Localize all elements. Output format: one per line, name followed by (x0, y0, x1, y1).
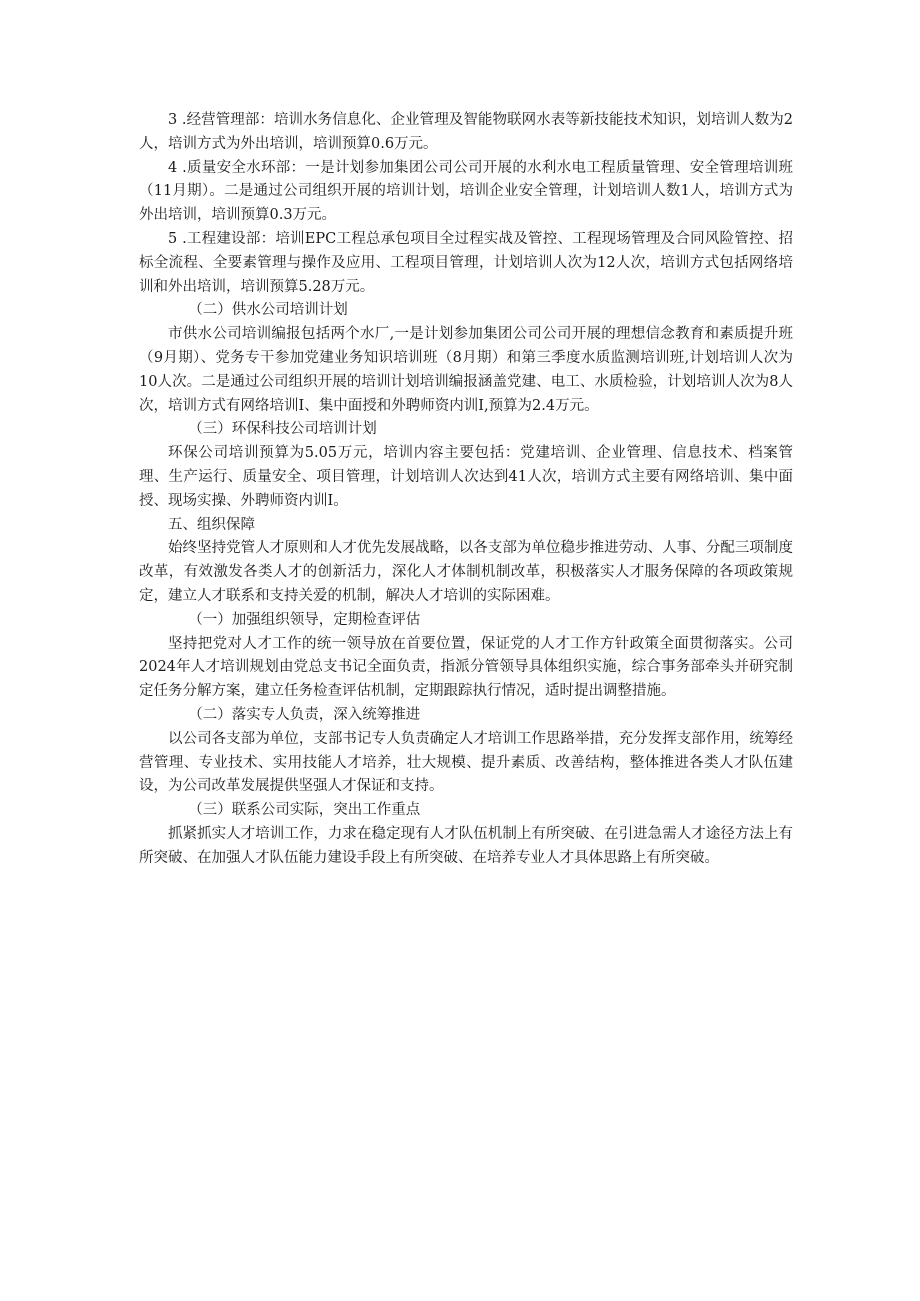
heading-responsibility: （二）落实专人负责，深入统筹推进 (188, 706, 421, 723)
heading-env-tech-plan: （三）环保科技公司培训计划 (188, 421, 377, 438)
heading-leadership: （一）加强组织领导，定期检查评估 (188, 611, 421, 628)
paragraph-engineering-dept: 5 .工程建设部：培训EPC工程总承包项目全过程实战及管控、工程现场管理及合同风险管控、招标全流程、全要素管理与操作及应用、工程项目管理，计划培训人次为12人次，培训方式包括网络培训和外出培训，培训预算5.28万元。 (139, 230, 793, 295)
paragraph-operations-dept: 3 .经营管理部：培训水务信息化、企业管理及智能物联网水表等新技能技术知识，划培训人数为2人，培训方式为外出培训，培训预算0.6万元。 (139, 112, 793, 152)
paragraph-water-supply-plan: 市供水公司培训编报包括两个水厂,一是计划参加集团公司公司开展的理想信念教育和素质提升班（9月期）、党务专干参加党建业务知识培训班（8月期）和第三季度水质监测培训班,计划培训人次为10人次。二是通过公司组织开展的培训计划培训编报涵盖党建、电工、水质检验，计划培训人次为8人次，培训方式有网络培训I、集中面授和外聘师资内训I,预算为2.4万元。 (139, 326, 793, 414)
section-title-organization: 五、组织保障 (168, 516, 255, 533)
paragraph-responsibility: 以公司各支部为单位，支部书记专人负责确定人才培训工作思路举措，充分发挥支部作用，统筹经营管理、专业技术、实用技能人才培养，壮大规模、提升素质、改善结构，整体推进各类人才队伍建设，为公司改革发展提供坚强人才保证和支持。 (139, 730, 793, 795)
paragraph-leadership: 坚持把党对人才工作的统一领导放在首要位置，保证党的人才工作方针政策全面贯彻落实。公司2024年人才培训规划由党总支书记全面负责，指派分管领导具体组织实施，综合事务部牵头并研究制定任务分解方案，建立任务检查评估机制，定期跟踪执行情况，适时提出调整措施。 (139, 635, 793, 700)
paragraph-focus: 抓紧抓实人才培训工作，力求在稳定现有人才队伍机制上有所突破、在引进急需人才途径方法上有所突破、在加强人才队伍能力建设手段上有所突破、在培养专业人才具体思路上有所突破。 (139, 825, 793, 866)
heading-water-supply-plan: （二）供水公司培训计划 (188, 302, 348, 319)
document-body (139, 109, 793, 871)
paragraph-organization-intro: 始终坚持党管人才原则和人才优先发展战略，以各支部为单位稳步推进劳动、人事、分配三项制度改革，有效激发各类人才的创新活力，深化人才体制机制改革，积极落实人才服务保障的各项政策规定，建立人才联系和支持关爱的机制，解决人才培训的实际困难。 (139, 540, 793, 604)
paragraph-quality-safety-dept: 4 .质量安全水环部：一是计划参加集团公司公司开展的水利水电工程质量管理、安全管理培训班（11月期）。二是通过公司组织开展的培训计划，培训企业安全管理，计划培训人数1人，培训方式为外出培训，培训预算0.3万元。 (139, 159, 793, 224)
heading-focus: （三）联系公司实际，突出工作重点 (188, 802, 421, 819)
paragraph-env-tech-plan: 环保公司培训预算为5.05万元，培训内容主要包括：党建培训、企业管理、信息技术、档案管理、生产运行、质量安全、项目管理，计划培训人次达到41人次，培训方式主要有网络培训、集中面授、现场实操、外聘师资内训I。 (139, 445, 793, 509)
